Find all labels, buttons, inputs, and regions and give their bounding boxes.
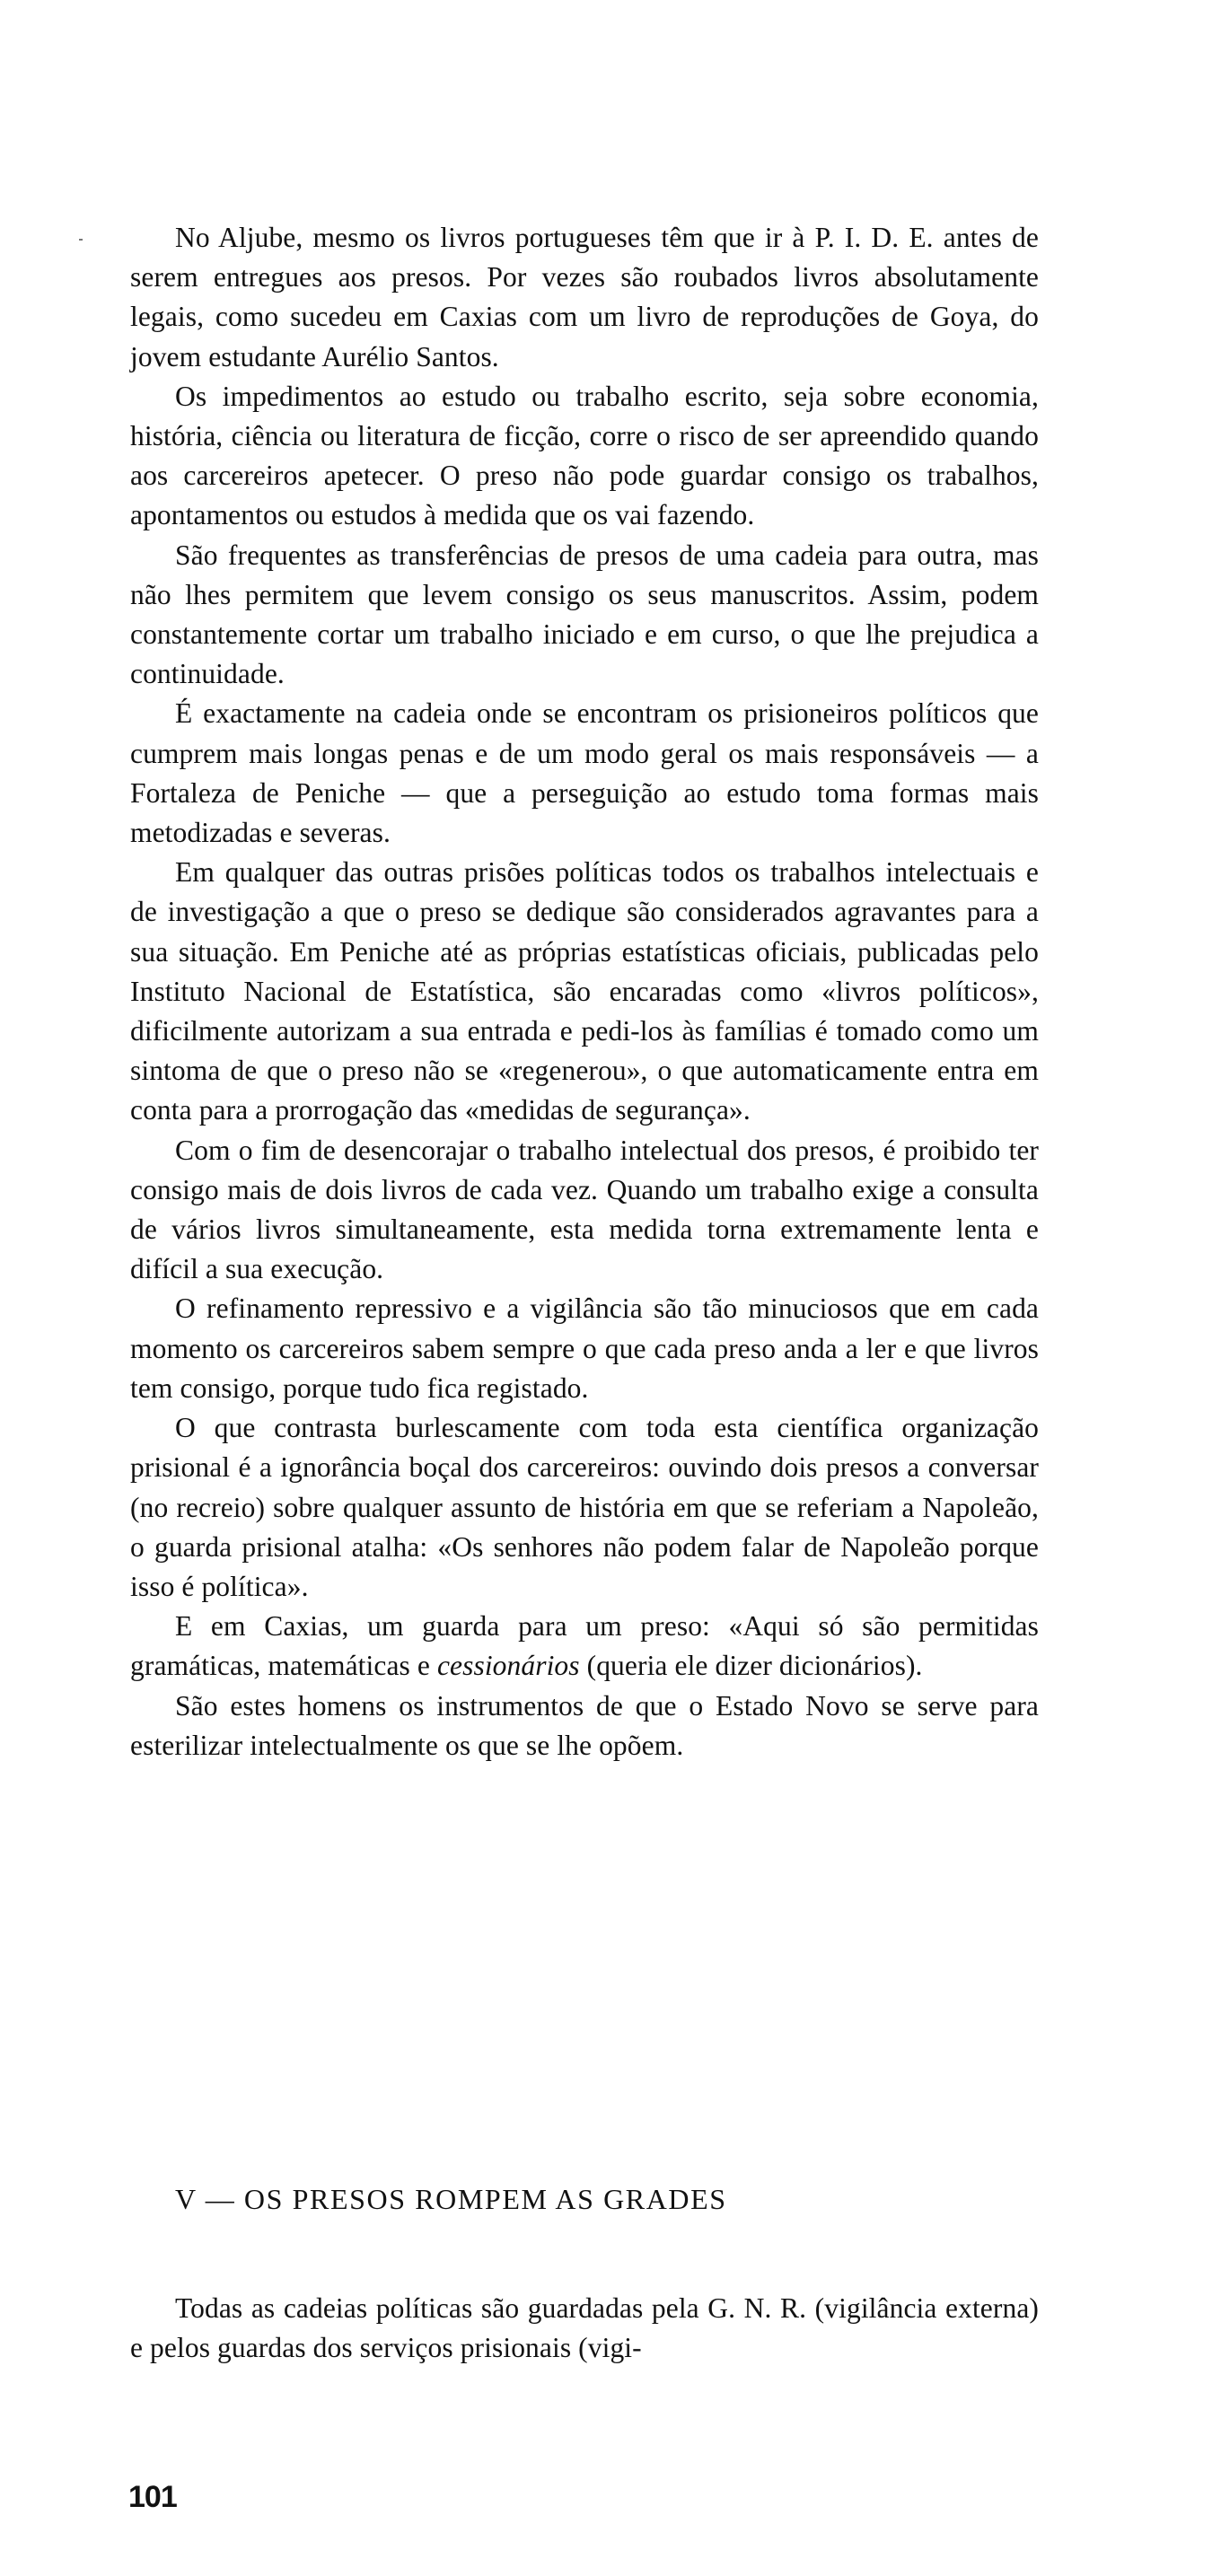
- section-heading: V — OS PRESOS ROMPEM AS GRADES: [175, 2183, 727, 2215]
- body-text: [130, 218, 1039, 1766]
- paragraph-cadeias-politicas: Todas as cadeias políticas são guardadas pela G. N. R. (vigilância externa) e pelos guardas dos serviços prisionais (vigi-: [130, 2292, 1039, 2364]
- paragraph-caxias: [130, 1607, 1039, 1686]
- paragraph-refinamento: O refinamento repressivo e a vigilância são tão minuciosos que em cada momento os carcereiros sabem sempre o que cada preso anda a ler e que livros tem consigo, porque tudo fica registado.: [130, 1292, 1039, 1404]
- paragraph-outras-prisoes: Em qualquer das outras prisões políticas todos os trabalhos intelectuais e de investigação a que o preso se dedique são considerados agravantes para a sua situação. Em Peniche até as próprias estatísticas oficiais, publicadas pelo Instituto Nacional de Estatística, são encaradas como «livros políticos», dificilmente autorizam a sua entrada e pedi-los às famílias é tomado como um sintoma de que o preso não se «regenerou», o que automaticamente entra em conta para a prorrogação das «medidas de segurança».: [130, 856, 1039, 1126]
- section-body: [130, 2289, 1039, 2368]
- paragraph-impedimentos: Os impedimentos ao estudo ou trabalho escrito, seja sobre economia, história, ciência ou literatura de ficção, corre o risco de ser apreendido quando aos carcereiros apetecer. O preso não pode guardar consigo os trabalhos, apontamentos ou estudos à medida que os vai fazendo.: [130, 380, 1039, 531]
- caxias-text-after: (queria ele dizer dicionários).: [579, 1650, 923, 1682]
- paragraph-napoleao: O que contrasta burlescamente com toda esta científica organização prisional é a ignorância boçal dos carcereiros: ouvindo dois presos a conversar (no recreio) sobre qualquer assunto de história em que se referiam a Napoleão, o guarda prisional atalha: «Os senhores não podem falar de Napoleão porque isso é política».: [130, 1412, 1039, 1602]
- paragraph-aljube: No Aljube, mesmo os livros portugueses têm que ir à P. I. D. E. antes de serem entregues aos presos. Por vezes são roubados livros absolutamente legais, como sucedeu em Caxias com um livro de reproduções de Goya, do jovem estudante Aurélio Santos.: [130, 222, 1039, 372]
- paragraph-estado-novo: São estes homens os instrumentos de que o Estado Novo se serve para esterilizar intelectualmente os que se lhe opõem.: [130, 1689, 1039, 1761]
- paragraph-peniche: É exactamente na cadeia onde se encontram os prisioneiros políticos que cumprem mais longas penas e de um modo geral os mais responsáveis — a Fortaleza de Peniche — que a perseguição ao estudo toma formas mais metodizadas e severas.: [130, 697, 1039, 849]
- caxias-italic-word: cessionários: [436, 1650, 580, 1682]
- caxias-text-before: E em Caxias, um guarda para um preso: «Aqui só são permitidas gramáticas, matemáticas e: [130, 1610, 1039, 1682]
- page-number: 101: [128, 2480, 177, 2514]
- paragraph-desencorajar: Com o fim de desencorajar o trabalho intelectual dos presos, é proibido ter consigo mais de dois livros de cada vez. Quando um trabalho exige a consulta de vários livros simultaneamente, esta medida torna extremamente lenta e difícil a sua execução.: [130, 1134, 1039, 1285]
- paragraph-transferencias: São frequentes as transferências de presos de uma cadeia para outra, mas não lhes permitem que levem consigo os seus manuscritos. Assim, podem constantemente cortar um trabalho iniciado e em curso, o que lhe prejudica a continuidade.: [130, 539, 1039, 690]
- scan-speck: [79, 239, 83, 241]
